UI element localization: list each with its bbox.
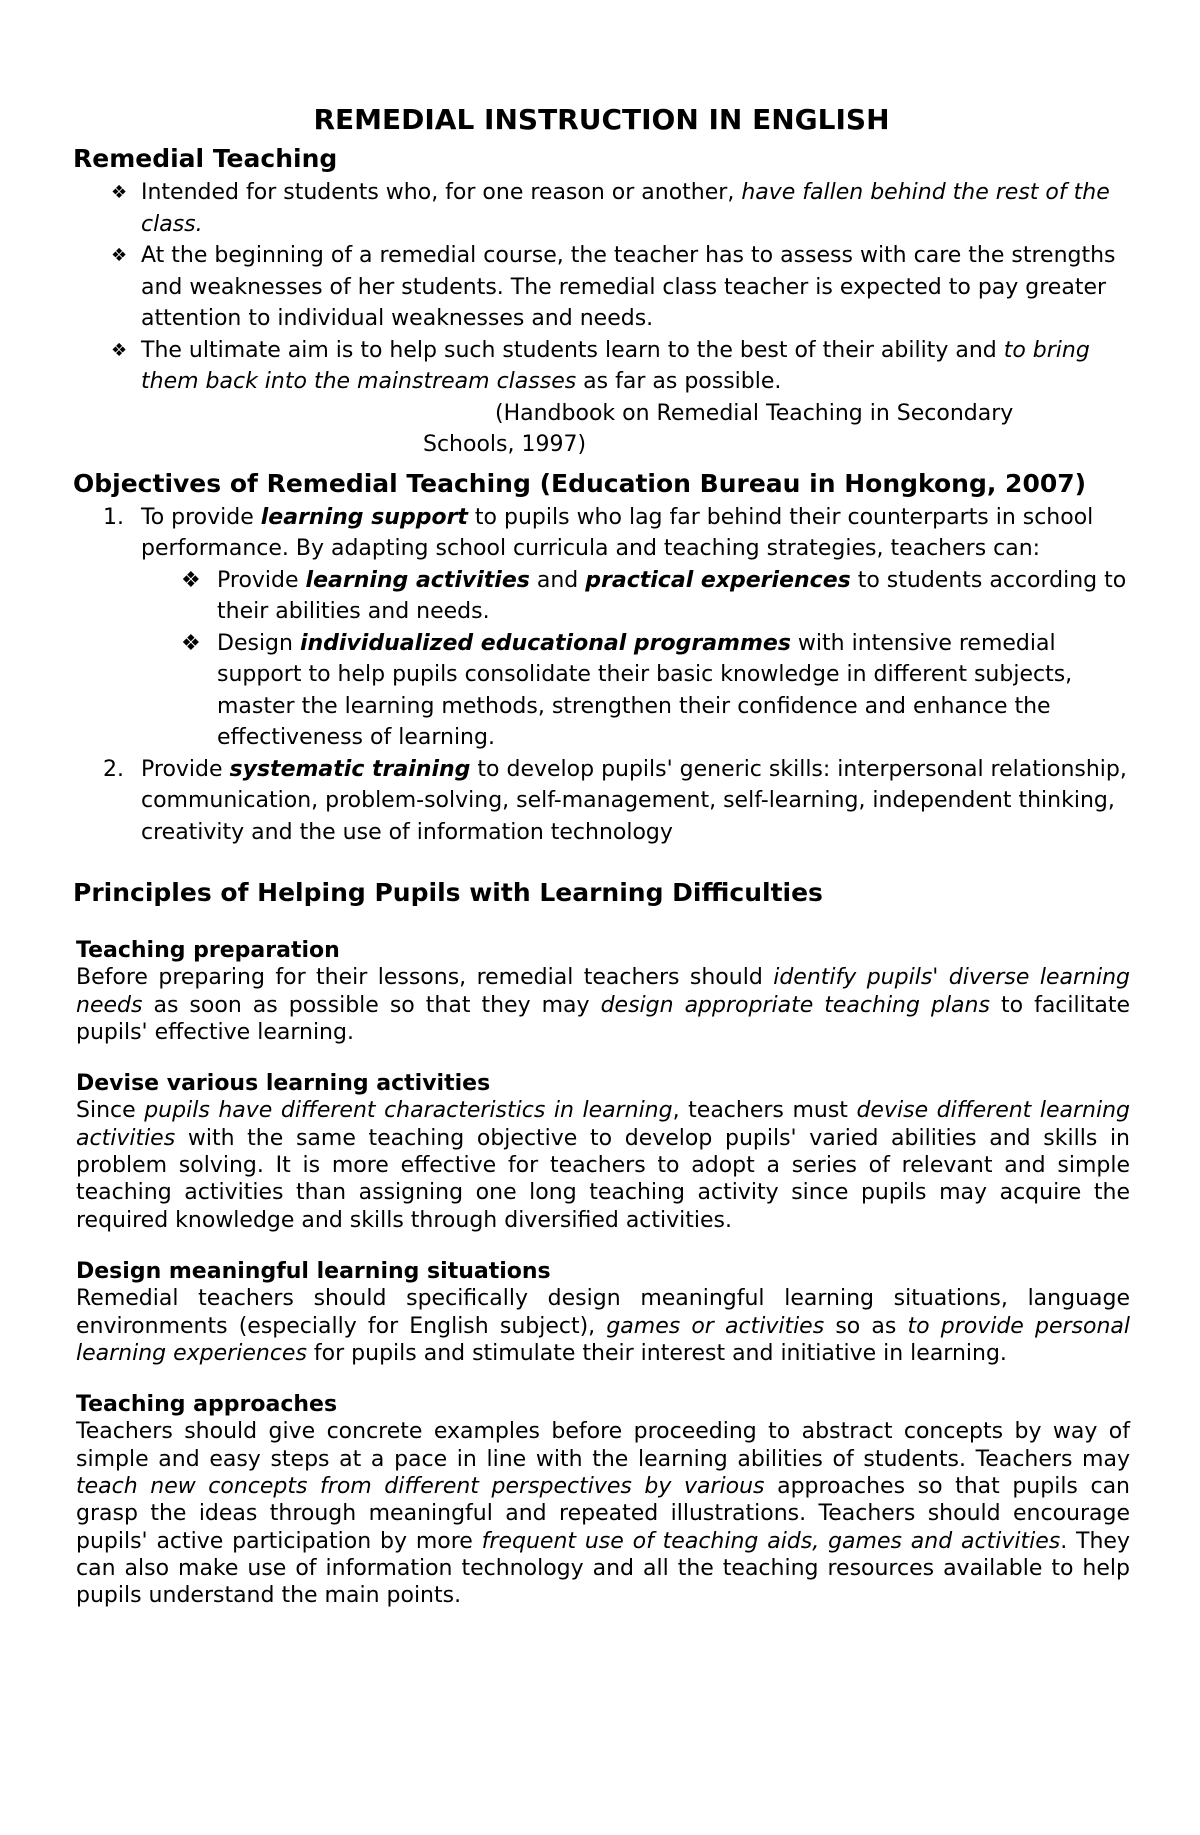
section-meaningful-situations: Design meaningful learning situations Remedial teachers should specifically design meaningful learning situations, language environments (especially for English subject), games or activities so as to provide personal learning experiences for pupils and stimulate their interest and initiative in learning. [76, 1258, 1130, 1366]
principles-heading: Principles of Helping Pupils with Learning Difficulties [73, 878, 823, 907]
section-teaching-preparation: Teaching preparation Before preparing for their lessons, remedial teachers should identify pupils' diverse learning needs as soon as possible so that they may design appropriate teaching plans to facilitate pupils' effective learning. [76, 938, 1131, 1045]
page-title: REMEDIAL INSTRUCTION IN ENGLISH [313, 103, 890, 136]
objectives-heading: Objectives of Remedial Teaching (Education Bureau in Hongkong, 2007) [73, 468, 1087, 498]
diamond-bullet-icon: ❖ [111, 182, 128, 203]
diamond-bullet-icon: ❖ [111, 339, 128, 361]
diamond-bullet-icon: ❖ [181, 567, 201, 593]
objectives-sub-list [141, 565, 1130, 754]
objectives-list [73, 502, 1130, 849]
section-heading: Teaching approaches [76, 1392, 338, 1418]
section-heading: Devise various learning activities [76, 1071, 491, 1097]
remedial-bullet-list [73, 177, 1130, 398]
list-item: ❖ The ultimate aim is to help such students learn to the best of their ability and to bring them back into the mainstream classes as far as possible. [141, 335, 1130, 398]
list-item: ❖ Provide learning activities and practical experiences to students according to their abilities and needs. [217, 565, 1130, 628]
section-heading: Design meaningful learning situations [76, 1258, 551, 1284]
citation-line-2: Schools, 1997) [423, 432, 587, 457]
list-item: ❖ Intended for students who, for one reason or another, have fallen behind the rest of the class. [141, 177, 1130, 240]
list-item: 2. Provide systematic training to develop pupils' generic skills: interpersonal relationship, communication, problem-solving, self-management, self-learning, independent thinking, creativity and the use of information technology [141, 754, 1130, 849]
list-item: 1. To provide learning support to pupils who lag far behind their counterparts in school performance. By adapting school curricula and teaching strategies, teachers can: ❖ Provide learning activities and practical experiences to students according to their abilities and needs. ❖ Design individualized educational programmes with intensive remedial support to help pupils consolidate their basic knowledge in different subjects, master the learning methods, strengthen their confidence and enhance the effectiveness of learning. [141, 502, 1130, 754]
list-number: 1. [103, 504, 124, 530]
diamond-bullet-icon: ❖ [111, 245, 128, 266]
list-item: ❖ At the beginning of a remedial course, the teacher has to assess with care the strengths and weaknesses of her students. The remedial class teacher is expected to pay greater attention to individual weaknesses and needs. [141, 240, 1130, 335]
remedial-teaching-heading: Remedial Teaching [73, 144, 338, 173]
section-heading: Teaching preparation [76, 938, 340, 963]
diamond-bullet-icon: ❖ [181, 630, 201, 656]
section-devise-activities: Devise various learning activities Since pupils have different characteristics in learning, teachers must devise different learning activities with the same teaching objective to develop pupils' varied abilities and skills in problem solving. It is more effective for teachers to adopt a series of relevant and simple teaching activities than assigning one long teaching activity since pupils may acquire the required knowledge and skills through diversified activities. [76, 1071, 1130, 1233]
section-teaching-approaches: Teaching approaches Teachers should give concrete examples before proceeding to abstract concepts by way of simple and easy steps at a pace in line with the learning abilities of students. Teachers may teach new concepts from different perspectives by various approaches so that pupils can grasp the ideas through meaningful and repeated illustrations. Teachers should encourage pupils' active participation by more frequent use of teaching aids, games and activities. They can also make use of information technology and all the teaching resources available to help pupils understand the main points. [76, 1392, 1130, 1609]
list-number: 2. [103, 756, 124, 782]
list-item: ❖ Design individualized educational programmes with intensive remedial support to help pupils consolidate their basic knowledge in different subjects, master the learning methods, strengthen their confidence and enhance the effectiveness of learning. [217, 628, 1130, 754]
citation-line-1: (Handbook on Remedial Teaching in Secondary [495, 400, 1014, 426]
